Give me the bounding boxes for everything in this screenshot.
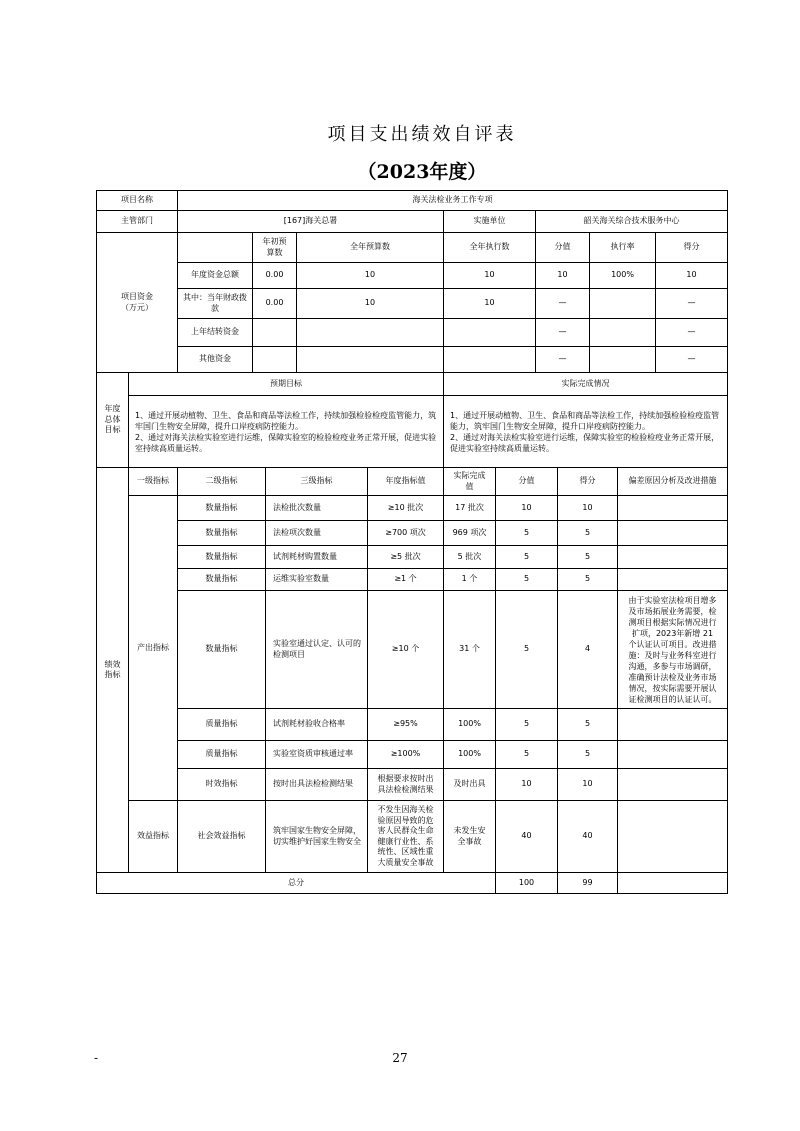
funds-row-executed: 10: [444, 263, 536, 289]
level3-cell: 法检批次数量: [266, 496, 368, 521]
score-cell: 10: [558, 496, 618, 521]
total-weight: 100: [496, 873, 558, 894]
funds-row-executed: [444, 319, 536, 347]
funds-unit-text: （万元）: [121, 302, 153, 312]
score-cell: 5: [558, 569, 618, 591]
annual-goal-label-text: 年度总体目标: [104, 404, 121, 435]
funds-row-executed: [444, 347, 536, 373]
funds-label: [97, 233, 178, 373]
table-row: [97, 801, 728, 873]
score-cell: 40: [558, 801, 618, 873]
level3-cell: 试剂耗材购置数量: [266, 546, 368, 569]
output-level1: 产出指标: [129, 496, 178, 801]
deviation-cell: [618, 496, 728, 521]
table-row: [97, 289, 728, 319]
goal-paragraph: 2、通过对海关法检实验室进行运维，保障实验室的检验检疫业务正常开展，促进实验室持续高质量运转。: [450, 432, 720, 453]
weight-cell: 5: [496, 741, 558, 769]
table-row: [97, 373, 728, 396]
funds-row-weight: —: [536, 289, 590, 319]
weight-cell: 5: [496, 591, 558, 709]
level2-cell: 时效指标: [178, 769, 266, 801]
target-cell: ≥1 个: [368, 569, 444, 591]
level2-cell: 数量指标: [178, 521, 266, 546]
table-row: [97, 521, 728, 546]
table-row: [97, 347, 728, 373]
expected-goal-header: 预期目标: [129, 373, 444, 396]
actual-cell: 未发生安全事故: [444, 801, 496, 873]
benefit-level1: 效益指标: [129, 801, 178, 873]
target-cell: ≥10 批次: [368, 496, 444, 521]
funds-header-initial: 年初预算数: [253, 233, 297, 263]
project-funds-table: [96, 190, 728, 373]
deviation-cell: [618, 569, 728, 591]
level2-cell: 质量指标: [178, 709, 266, 741]
table-row: [97, 263, 728, 289]
goal-paragraph: 1、通过开展动植物、卫生、食品和商品等法检工作，持续加强检验检疫监管能力，筑牢国门生物安全屏障，提升口岸疫病防控能力。: [450, 410, 720, 431]
total-score: 99: [558, 873, 618, 894]
header-actual: 实际完成值: [444, 468, 496, 496]
actual-cell: 5 批次: [444, 546, 496, 569]
project-name-value: 海关法检业务工作专项: [178, 191, 728, 211]
header-score: 得分: [558, 468, 618, 496]
target-cell: ≥5 批次: [368, 546, 444, 569]
level2-cell: 数量指标: [178, 496, 266, 521]
score-cell: 5: [558, 741, 618, 769]
table-row: [97, 191, 728, 211]
actual-cell: 及时出具: [444, 769, 496, 801]
funds-row-rate: [590, 289, 656, 319]
table-row: [97, 496, 728, 521]
dept-label: 主管部门: [97, 211, 178, 233]
total-deviation: [618, 873, 728, 894]
funds-row-rate: 100%: [590, 263, 656, 289]
table-row: [97, 741, 728, 769]
deviation-cell: [618, 546, 728, 569]
actual-cell: 31 个: [444, 591, 496, 709]
funds-row-annual: [297, 319, 444, 347]
target-cell: ≥100%: [368, 741, 444, 769]
annual-goal-label: [97, 373, 129, 468]
project-name-label: 项目名称: [97, 191, 178, 211]
table-row: [97, 319, 728, 347]
actual-cell: 1 个: [444, 569, 496, 591]
table-row: [97, 873, 728, 894]
level3-cell: 筑牢国家生物安全屏障，切实维护好国家生物安全: [266, 801, 368, 873]
header-deviation: 偏差原因分析及改进措施: [618, 468, 728, 496]
table-row: [97, 468, 728, 496]
weight-cell: 10: [496, 769, 558, 801]
table-row: [97, 211, 728, 233]
level2-cell: 社会效益指标: [178, 801, 266, 873]
target-cell: ≥95%: [368, 709, 444, 741]
score-cell: 5: [558, 709, 618, 741]
score-cell: 5: [558, 546, 618, 569]
target-cell: 不发生因海关检验原因导致的危害人民群众生命健康行业性、系统性、区域性重大质量安全事故: [368, 801, 444, 873]
weight-cell: 5: [496, 569, 558, 591]
level2-cell: 数量指标: [178, 546, 266, 569]
expected-goal-text: [129, 396, 444, 468]
deviation-cell: [618, 741, 728, 769]
actual-cell: 100%: [444, 741, 496, 769]
target-cell: ≥700 项次: [368, 521, 444, 546]
level3-cell: 实验室通过认定、认可的检测项目: [266, 591, 368, 709]
funds-header-annual: 全年预算数: [297, 233, 444, 263]
weight-cell: 5: [496, 709, 558, 741]
deviation-cell: [618, 769, 728, 801]
table-row: [97, 546, 728, 569]
unit-label: 实施单位: [444, 211, 536, 233]
funds-row-label: 其中：当年财政拨款: [178, 289, 253, 319]
deviation-cell: [618, 801, 728, 873]
indicators-label: [97, 468, 129, 873]
actual-result-text: [444, 396, 728, 468]
level2-cell: 数量指标: [178, 569, 266, 591]
deviation-cell: 由于实验室法检项目增多及市场拓展业务需要，检测项目根据实际情况进行扩项，2023年新增 21 个认证认可项目。改进措施：及时与业务科室进行沟通，多参与市场调研，准确预计法检及业务市场情况，按实际需要开展认证检测项目的认证认可。: [618, 591, 728, 709]
funds-header-executed: 全年执行数: [444, 233, 536, 263]
funds-row-initial: 0.00: [253, 289, 297, 319]
funds-header-rate: 执行率: [590, 233, 656, 263]
goal-paragraph: 1、通过开展动植物、卫生、食品和商品等法检工作，持续加强检验检疫监管能力，筑牢国门生物安全屏障，提升口岸疫病防控能力。: [135, 410, 437, 431]
funds-row-rate: [590, 347, 656, 373]
funds-row-score: 10: [656, 263, 728, 289]
page-title: 项目支出绩效自评表: [327, 124, 517, 145]
funds-header-score: 得分: [656, 233, 728, 263]
header-level2: 二级指标: [178, 468, 266, 496]
score-cell: 4: [558, 591, 618, 709]
funds-header-blank: [178, 233, 253, 263]
unit-value: 韶关海关综合技术服务中心: [536, 211, 728, 233]
table-row: [97, 569, 728, 591]
annual-goals-table: [96, 372, 728, 468]
score-cell: 10: [558, 769, 618, 801]
header-level3: 三级指标: [266, 468, 368, 496]
actual-cell: 17 批次: [444, 496, 496, 521]
level3-cell: 实验室资质审核通过率: [266, 741, 368, 769]
target-cell: 根据要求按时出具法检检测结果: [368, 769, 444, 801]
funds-row-annual: [297, 347, 444, 373]
funds-header-weight: 分值: [536, 233, 590, 263]
header-target: 年度指标值: [368, 468, 444, 496]
weight-cell: 40: [496, 801, 558, 873]
funds-row-score: —: [656, 289, 728, 319]
funds-row-executed: 10: [444, 289, 536, 319]
deviation-cell: [618, 521, 728, 546]
page-number: 27: [392, 1051, 408, 1065]
table-row: [97, 396, 728, 468]
actual-result-header: 实际完成情况: [444, 373, 728, 396]
funds-row-annual: 10: [297, 289, 444, 319]
table-row: [97, 709, 728, 741]
table-row: [97, 233, 728, 263]
table-row: [97, 591, 728, 709]
level3-cell: 运维实验室数量: [266, 569, 368, 591]
funds-row-weight: —: [536, 319, 590, 347]
funds-row-initial: [253, 347, 297, 373]
level2-cell: 数量指标: [178, 591, 266, 709]
level3-cell: 按时出具法检检测结果: [266, 769, 368, 801]
deviation-cell: [618, 709, 728, 741]
footer-dash: -: [94, 1051, 99, 1065]
funds-row-label: 年度资金总额: [178, 263, 253, 289]
level3-cell: 法检项次数量: [266, 521, 368, 546]
funds-row-label: 其他资金: [178, 347, 253, 373]
header-weight: 分值: [496, 468, 558, 496]
total-label: 总分: [97, 873, 496, 894]
weight-cell: 10: [496, 496, 558, 521]
indicators-label-text: 绩效指标: [104, 659, 121, 679]
funds-row-annual: 10: [297, 263, 444, 289]
funds-row-score: —: [656, 347, 728, 373]
funds-row-weight: 10: [536, 263, 590, 289]
score-cell: 5: [558, 521, 618, 546]
funds-row-initial: 0.00: [253, 263, 297, 289]
funds-row-score: —: [656, 319, 728, 347]
funds-row-label: 上年结转资金: [178, 319, 253, 347]
funds-row-weight: —: [536, 347, 590, 373]
indicators-table: [96, 467, 728, 894]
weight-cell: 5: [496, 521, 558, 546]
funds-row-rate: [590, 319, 656, 347]
target-cell: ≥10 个: [368, 591, 444, 709]
funds-row-initial: [253, 319, 297, 347]
dept-value: [167]海关总署: [178, 211, 444, 233]
evaluation-table: [96, 190, 727, 894]
level2-cell: 质量指标: [178, 741, 266, 769]
weight-cell: 5: [496, 546, 558, 569]
goal-paragraph: 2、通过对海关法检实验室进行运维，保障实验室的检验检疫业务正常开展，促进实验室持续高质量运转。: [135, 432, 437, 453]
level3-cell: 试剂耗材验收合格率: [266, 709, 368, 741]
actual-cell: 969 项次: [444, 521, 496, 546]
page-subtitle: （2023年度）: [357, 161, 487, 183]
header-level1: 一级指标: [129, 468, 178, 496]
table-row: [97, 769, 728, 801]
actual-cell: 100%: [444, 709, 496, 741]
funds-label-text: 项目资金: [121, 292, 153, 301]
